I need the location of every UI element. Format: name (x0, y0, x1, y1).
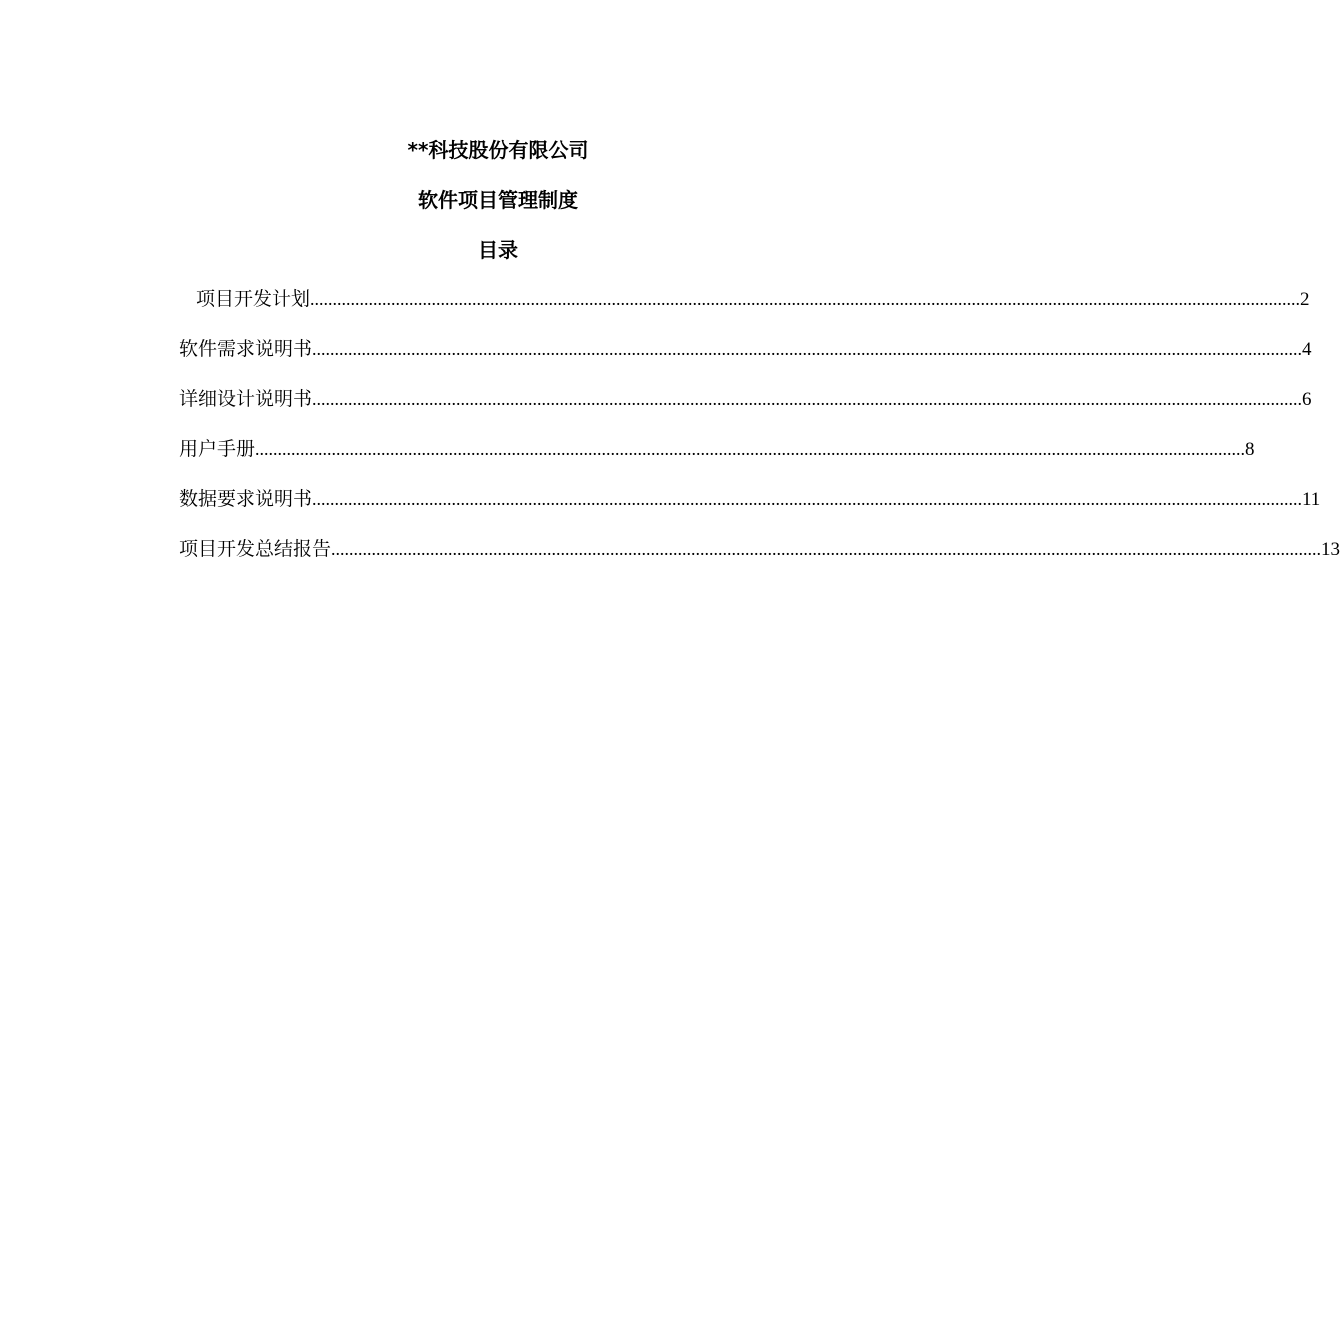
toc-entry[interactable] (179, 284, 1310, 334)
toc-dot-leader: ............................................................................................................................................................................................................................ (331, 539, 1322, 559)
table-of-contents (179, 284, 1340, 584)
toc-dot-leader: ............................................................................................................................................................................................................................ (255, 439, 1246, 459)
toc-dot-leader: ............................................................................................................................................................................................................................ (310, 289, 1301, 309)
toc-entry-label: 用户手册 (179, 438, 256, 460)
toc-dot-leader: ............................................................................................................................................................................................................................ (312, 339, 1303, 359)
toc-entry[interactable] (179, 434, 1255, 484)
document-title: 软件项目管理制度 (418, 188, 578, 212)
toc-entry-label: 软件需求说明书 (179, 338, 313, 360)
toc-dot-leader: ............................................................................................................................................................................................................................ (312, 489, 1303, 509)
toc-entry[interactable] (179, 534, 1340, 584)
toc-entry-page: 13 (1321, 539, 1340, 560)
toc-entry-label: 详细设计说明书 (179, 388, 313, 410)
toc-entry[interactable] (179, 384, 1312, 434)
toc-entry-label: 项目开发计划 (196, 288, 311, 310)
toc-entry-label: 数据要求说明书 (179, 488, 313, 510)
toc-entry[interactable] (179, 484, 1321, 534)
toc-entry-label: 项目开发总结报告 (179, 538, 332, 560)
toc-entry-page: 2 (1300, 289, 1310, 310)
toc-dot-leader: ............................................................................................................................................................................................................................ (312, 389, 1303, 409)
toc-entry-page: 6 (1302, 389, 1312, 410)
company-name: **科技股份有限公司 (407, 138, 589, 162)
toc-entry-page: 11 (1302, 489, 1321, 510)
toc-entry[interactable] (179, 334, 1312, 384)
toc-heading: 目录 (478, 238, 518, 262)
toc-entry-page: 8 (1245, 439, 1255, 460)
toc-entry-page: 4 (1302, 339, 1312, 360)
